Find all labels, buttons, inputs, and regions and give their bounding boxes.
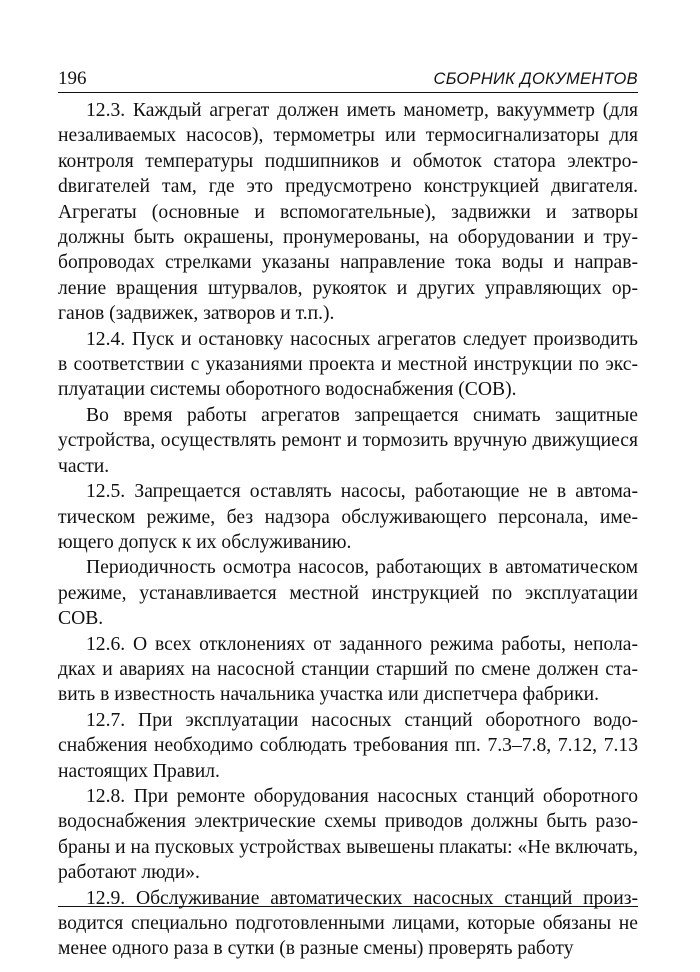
paragraph-12-6: 12.6. О всех отклонениях от заданного режима работы, неполадках и авариях на насосной станции старший по смене должен ставить в известность начальника участка или диспетчера фабрики. [58,633,638,706]
paragraph-12-3: 12.3. Каждый агрегат должен иметь манометр, вакуумметр (для незаливаемых насосов), термометры или термосигнализаторы для контроля температуры подшипников и обмоток статора электроdвигателей там, где это предусмотрено конструкцией двигателя. Агрегаты (основные и вспомогательные), задвижки и затворы должны быть окрашены, пронумерованы, на оборудовании и трубопроводах стрелками указаны направление тока воды и направление вращения штурвалов, рукояток и других управляющих органов (задвижек, затворов и т.п.). [58,100,638,325]
running-title: СБОРНИК ДОКУМЕНТОВ [433,70,638,88]
paragraph-12-5: 12.5. Запрещается оставлять насосы, работающие не в автоматическом режиме, без надзора обслуживающего персонала, имеющего допуск к их обслуживанию. [58,481,638,553]
paragraph-12-4: 12.4. Пуск и остановку насосных агрегатов следует производить в соответствии с указаниями проекта и местной инструкции по эксплуатации системы оборотного водоснабжения (СОВ). [58,328,638,401]
running-header [58,66,638,93]
paragraph-12-9: 12.9. Обслуживание автоматических насосных станций производится специально подготовленными лицами, которые обязаны не менее одного раза в сутки (в разные смены) проверять работу [58,887,638,960]
paragraph-12-5-note: Периодичность осмотра насосов, работающих в автоматическом режиме, устанавливается местной инструкцией по эксплуатации СОВ. [58,557,638,630]
paragraph-12-8: 12.8. При ремонте оборудования насосных станций оборотного водоснабжения электрические схемы приводов должны быть разобраны и на пусковых устройствах вывешены плакаты: «Не включать, работают люди». [58,785,638,884]
page-number: 196 [58,68,87,89]
body-text [58,98,638,962]
footer-rule [58,906,638,907]
paragraph-12-7: 12.7. При эксплуатации насосных станций оборотного водоснабжения необходимо соблюдать требования пп. 7.3–7.8, 7.12, 7.13 настоящих Правил. [58,709,638,782]
paragraph-12-4-note: Во время работы агрегатов запрещается снимать защитные устройства, осуществлять ремонт и тормозить вручную движущиеся части. [58,404,638,477]
book-page [58,66,638,962]
